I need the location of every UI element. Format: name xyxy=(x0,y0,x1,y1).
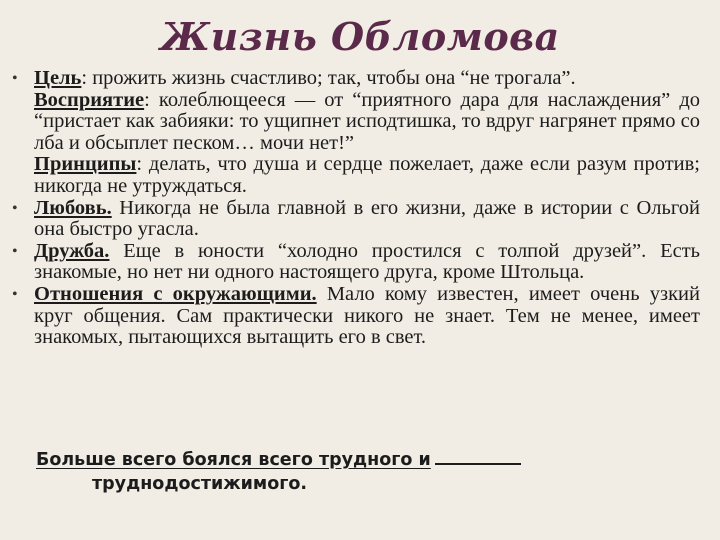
closing-text-1: Больше всего боялся всего трудного и xyxy=(36,450,431,470)
text-perception: : колеблющееся — от “приятного дара для наслаждения” до “пристает как забияки: то ущипнет исподтишка, то вдруг нагрянет прямо со лба и обсыплет песком… мочи нет!” xyxy=(34,88,700,154)
term-love: Любовь. xyxy=(34,196,112,219)
term-friendship: Дружба. xyxy=(34,239,110,262)
slide-title: Жизнь Обломова xyxy=(160,14,560,59)
goal-line xyxy=(34,68,700,90)
text-principles: : делать, что душа и сердце пожелает, даже если разум против; никогда не утруждаться. xyxy=(34,153,700,197)
bullet-list xyxy=(10,68,700,349)
list-item-friendship xyxy=(10,241,700,284)
list-item-goal xyxy=(10,68,700,198)
fill-in-blank xyxy=(435,449,521,465)
term-perception: Восприятие xyxy=(34,88,145,111)
closing-statement xyxy=(36,448,521,496)
principles-line xyxy=(34,154,700,197)
text-relations: Мало кому известен, имеет очень узкий круг общения. Сам практически никого не знает. Тем не менее, имеет знакомых, пытающихся вытащить его в свет. xyxy=(34,282,700,349)
bullet-icon: • xyxy=(12,242,18,260)
term-goal: Цель xyxy=(34,67,82,89)
list-item-love xyxy=(10,198,700,241)
text-love: Никогда не была главной в его жизни, даже в истории с Ольгой она быстро угасла. xyxy=(34,196,700,241)
bullet-icon: • xyxy=(12,285,18,303)
perception-line xyxy=(34,90,700,155)
term-principles: Принципы xyxy=(34,153,137,176)
text-friendship: Еще в юности “холодно простился с толпой друзей”. Есть знакомые, но нет ни одного настоящего друга, кроме Штольца. xyxy=(34,239,700,284)
closing-text-2: труднодостижимого. xyxy=(92,474,308,494)
list-item-relations xyxy=(10,284,700,349)
term-relations: Отношения с окружающими. xyxy=(34,282,317,305)
closing-line-1 xyxy=(36,448,521,472)
bullet-icon: • xyxy=(12,70,18,87)
bullet-icon: • xyxy=(12,199,18,217)
text-goal: : прожить жизнь счастливо; так, чтобы она “не трогала”. xyxy=(81,67,576,89)
